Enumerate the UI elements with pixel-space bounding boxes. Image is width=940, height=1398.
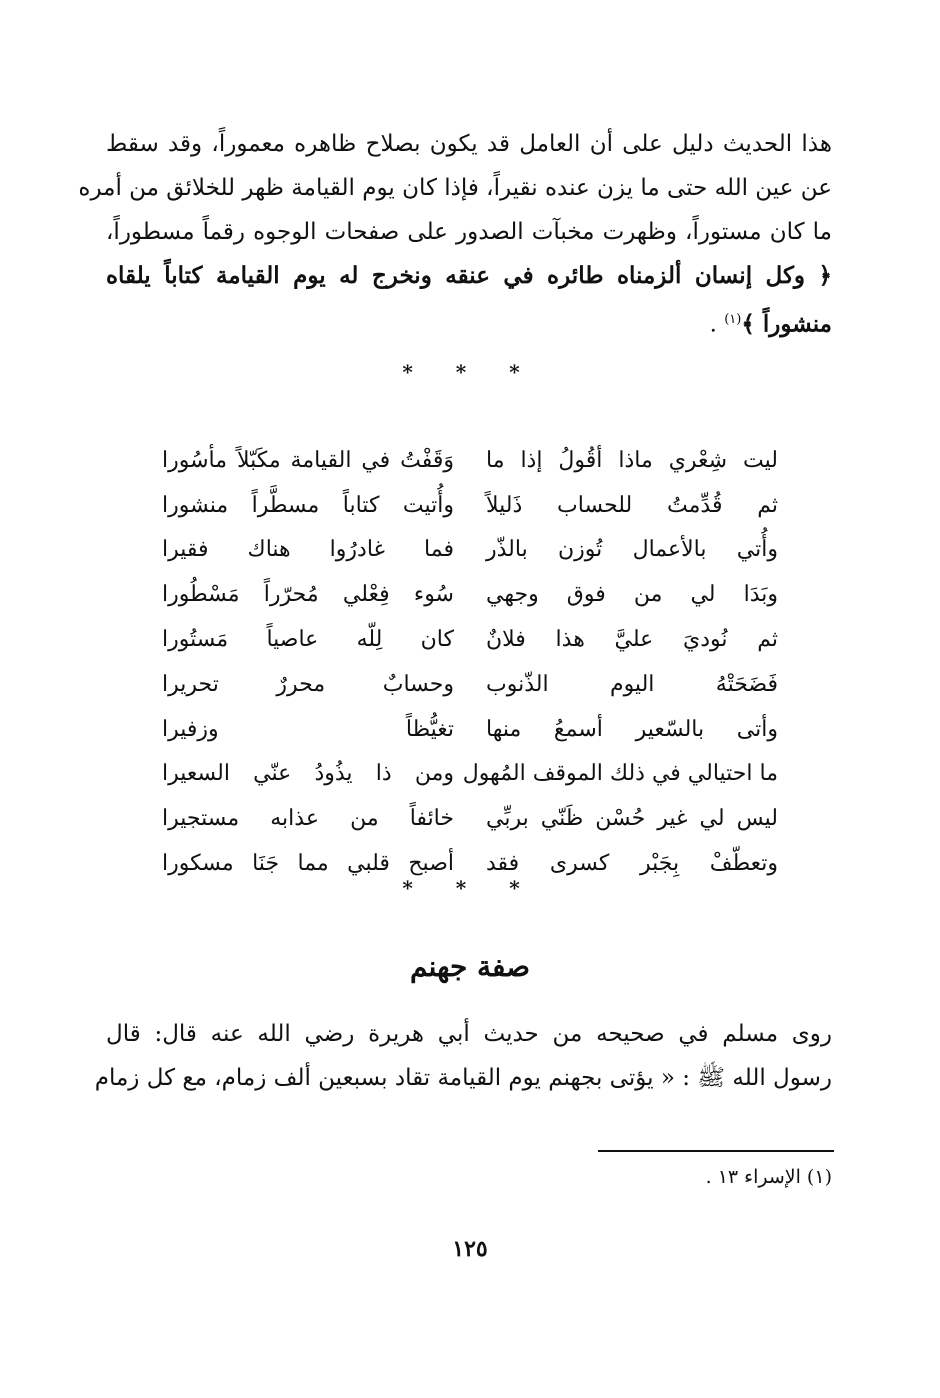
poem-verse [162, 662, 778, 707]
verse-first-hemistich: وتعطّفْ بِجَبْر كسرى فقد [486, 851, 778, 877]
separator-top: * * * [402, 360, 538, 384]
verse-first-hemistich: ثم نُوديَ عليَّ هذا فلانٌ [486, 627, 778, 653]
poem-verse [162, 617, 778, 662]
intro-line-1: هذا الحديث دليل على أن العامل قد يكون بصلاح ظاهره معموراً، وقد سقط [106, 131, 832, 157]
verse-second-hemistich: أصبح قلبي مما جَنَا مسكورا [162, 851, 454, 877]
verse-first-hemistich: فَضَحَتْهُ اليوم الذّنوب [486, 671, 778, 697]
intro-line-2: عن عين الله حتى ما يزن عنده نقيراً، فإذا كان يوم القيامة ظهر للخلائق من أمره [78, 175, 832, 201]
verse-second-hemistich: وأُتيت كتاباً مسطَّراً منشورا [162, 492, 454, 518]
section-heading: صفة جهنم [410, 950, 530, 983]
verse-second-hemistich: ومن ذا يذُودُ عنّي السعيرا [162, 761, 454, 787]
poem-verse [162, 438, 778, 483]
body-line-2: رسول الله ﷺ : « يؤتى بجهنم يوم القيامة تقاد بسبعين ألف زمام، مع كل زمام [94, 1065, 832, 1091]
verse-second-hemistich: فما غادرُوا هناك فقيرا [162, 537, 454, 563]
footnote: (١) الإسراء ١٣ . [705, 1166, 832, 1188]
separator-bottom: * * * [402, 876, 538, 900]
verse-first-hemistich: وأُتي بالأعمال تُوزن بالذّر [486, 537, 778, 563]
footnote-reference: (١) [724, 312, 742, 327]
intro-paragraph [78, 122, 832, 347]
poem-verse [162, 796, 778, 841]
poem [162, 438, 778, 886]
verse-first-hemistich: وأتى بالسّعير أسمعُ منها [486, 716, 778, 742]
verse-second-hemistich: وحسابٌ محررٌ تحريرا [162, 671, 454, 697]
verse-second-hemistich: وَقَفْتُ في القيامة مكَبّلاً مأسُورا [162, 447, 454, 473]
verse-first-hemistich: وبَدَا لي من فوق وجهي [486, 582, 778, 608]
footnote-divider [598, 1150, 834, 1152]
poem-verse [162, 752, 778, 797]
quran-verse-line: ﴿ وكل إنسان ألزمناه طائره في عنقه ونخرج له يوم القيامة كتاباً يلقاه [106, 262, 832, 289]
verse-second-hemistich: سُوء فِعْلي مُحرّراً مَسْطُورا [162, 582, 454, 608]
body-paragraph [94, 1012, 832, 1100]
body-line-1: روى مسلم في صحيحه من حديث أبي هريرة رضي الله عنه قال: قال [106, 1021, 832, 1047]
intro-line-3: ما كان مستوراً، وظهرت مخبآت الصدور على صفحات الوجوه رقماً مسطوراً، [106, 219, 832, 245]
verse-first-hemistich: ليس لي غير حُسْن ظَنّي بربِّي [486, 806, 778, 832]
verse-first-hemistich: ليت شِعْري ماذا أقُولُ إذا ما [486, 447, 778, 473]
end-mark: . [709, 311, 717, 338]
quran-verse-end [106, 298, 832, 347]
poem-verse [162, 528, 778, 573]
poem-verse [162, 572, 778, 617]
verse-second-hemistich: خائفاً من عذابه مستجيرا [162, 806, 454, 832]
verse-second-hemistich: كان لِلّه عاصياً مَستُورا [162, 627, 454, 653]
page-number: ١٢٥ [452, 1236, 488, 1262]
verse-first-hemistich: ما احتيالي في ذلك الموقف المُهول [462, 761, 778, 787]
verse-second-hemistich: تغيُّظاً وزفيرا [162, 716, 454, 742]
verse-first-hemistich: ثم قُدِّمتُ للحساب ذَليلاً [486, 492, 778, 518]
poem-verse [162, 483, 778, 528]
verse-end-text: منشوراً ﴾ [741, 310, 832, 338]
poem-verse [162, 707, 778, 752]
